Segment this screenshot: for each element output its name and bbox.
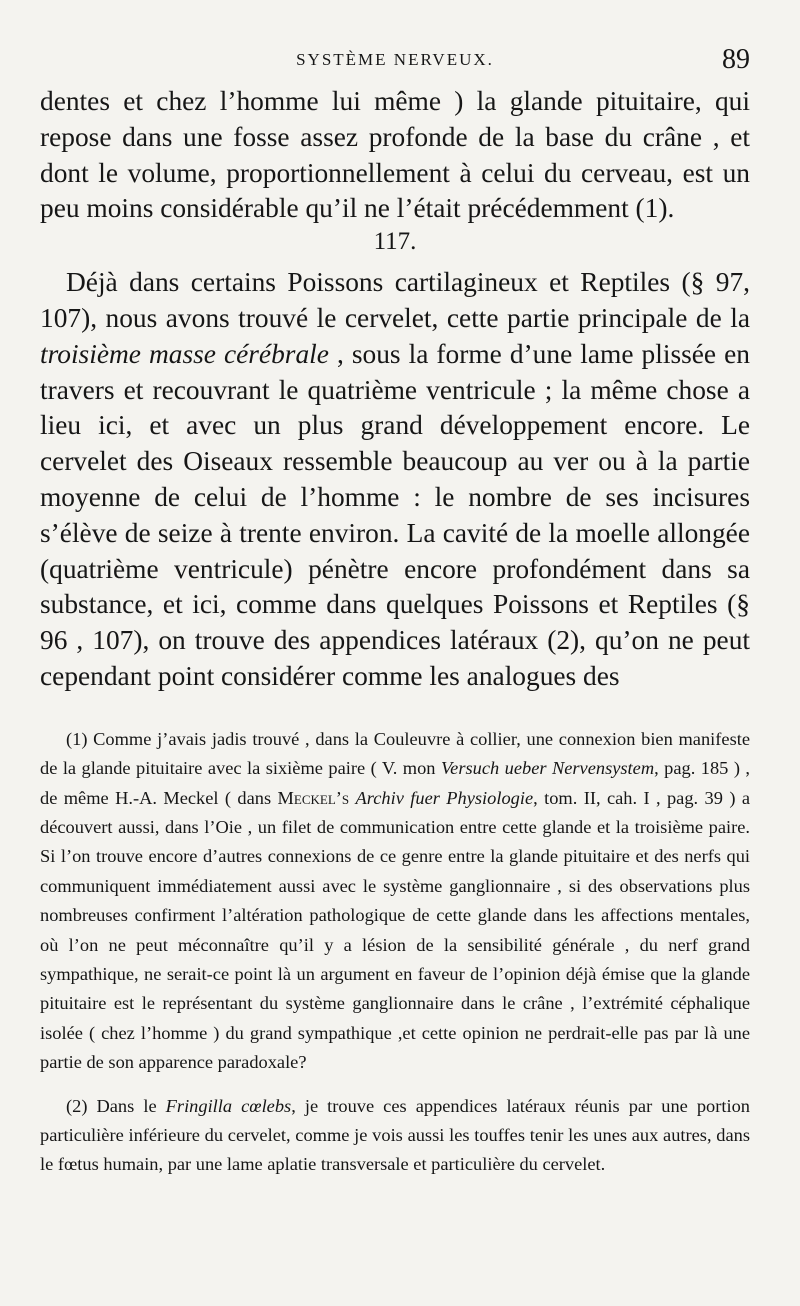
- italic-title: Archiv fuer Physiologie: [355, 787, 534, 808]
- italic-species: Fringilla cœlebs: [165, 1095, 292, 1116]
- main-text: [40, 84, 750, 695]
- page-number: 89: [722, 44, 750, 75]
- running-head: [40, 44, 750, 84]
- footnote-text: (1) Comme j’avais jadis trouvé , dans la Couleuvre à collier, une connexion bien manifeste de la glande pituitaire avec la sixième paire ( V. mon: [40, 728, 750, 779]
- italic-title: Versuch ueber Nervensystem: [440, 758, 655, 779]
- footnote-spacer: [40, 1078, 750, 1092]
- footnote-text: , pag. 185 ) , de même H.-A. Meckel ( dans: [40, 758, 751, 808]
- italic-term: troisième masse cérébrale: [40, 338, 329, 369]
- footnote-1: [40, 725, 750, 1078]
- paragraph-continued: dentes et chez l’homme lui même ) la glande pituitaire, qui repose dans une fosse assez profonde de la base du crâne , et dont le volume, proportionnellement à celui du cerveau, est un peu moins considérable qu’il ne l’était précédemment (1).: [40, 86, 750, 224]
- running-title: SYSTÈME NERVEUX.: [296, 50, 494, 69]
- paragraph-text: , sous la forme d’une lame plissée en travers et recouvrant le quatrième ventricule ; la même chose a lieu ici, et avec un plus grand développement encore. Le cervelet des Oiseaux ressemble beaucoup au ver ou à la partie moyenne de celui de l’homme : le nombre de ses incisures s’élève de seize à trente environ. La cavité de la moelle allongée (quatrième ventricule) pénètre encore profondément dans sa substance, et ici, comme dans quelques Poissons et Reptiles (§ 96 , 107), on trouve des appendices latéraux (2), qu’on ne peut cependant point considérer comme les analogues des: [40, 338, 750, 691]
- footnote-text: , je trouve ces appendices latéraux réunis par une portion particulière inférieure du cervelet, comme je vois aussi les touffes tenir les unes aux autres, dans le fœtus humain, par une lame aplatie transversale et particulière du cervelet.: [40, 1095, 750, 1175]
- paragraph-text: Déjà dans certains Poissons cartilagineux et Reptiles (§ 97, 107), nous avons trouvé le cervelet, cette partie principale de la: [40, 267, 750, 333]
- footnote-text: (2) Dans le: [66, 1095, 157, 1116]
- paragraph-section-117: [40, 265, 750, 695]
- footnote-2: [40, 1092, 750, 1180]
- small-caps-name: Meckel’s: [277, 787, 350, 808]
- section-number: 117.: [373, 228, 417, 256]
- footnotes: [40, 725, 750, 1180]
- footnote-text: , tom. II, cah. I , pag. 39 ) a découvert aussi, dans l’Oie , un filet de communication entre cette glande et la troisième paire. Si l’on trouve encore d’autres connexions de ce genre entre la glande pituitaire et des nerfs qui communiquent immédiatement aussi avec le système ganglionnaire , si des observations plus nombreuses confirment l’altération pathologique de cette glande dans les affections mentales, où l’on ne peut méconnaître qu’il y a lésion de la sensibilité générale , du nerf grand sympathique, ne serait-ce point là un argument en faveur de l’opinion déjà émise que la glande pituitaire est le représentant du système ganglionnaire dans le crâne , l’extrémité céphalique isolée ( chez l’homme ) du grand sympathique ,et cette opinion ne perdrait-elle pas par là une partie de son apparence paradoxale?: [40, 787, 750, 1073]
